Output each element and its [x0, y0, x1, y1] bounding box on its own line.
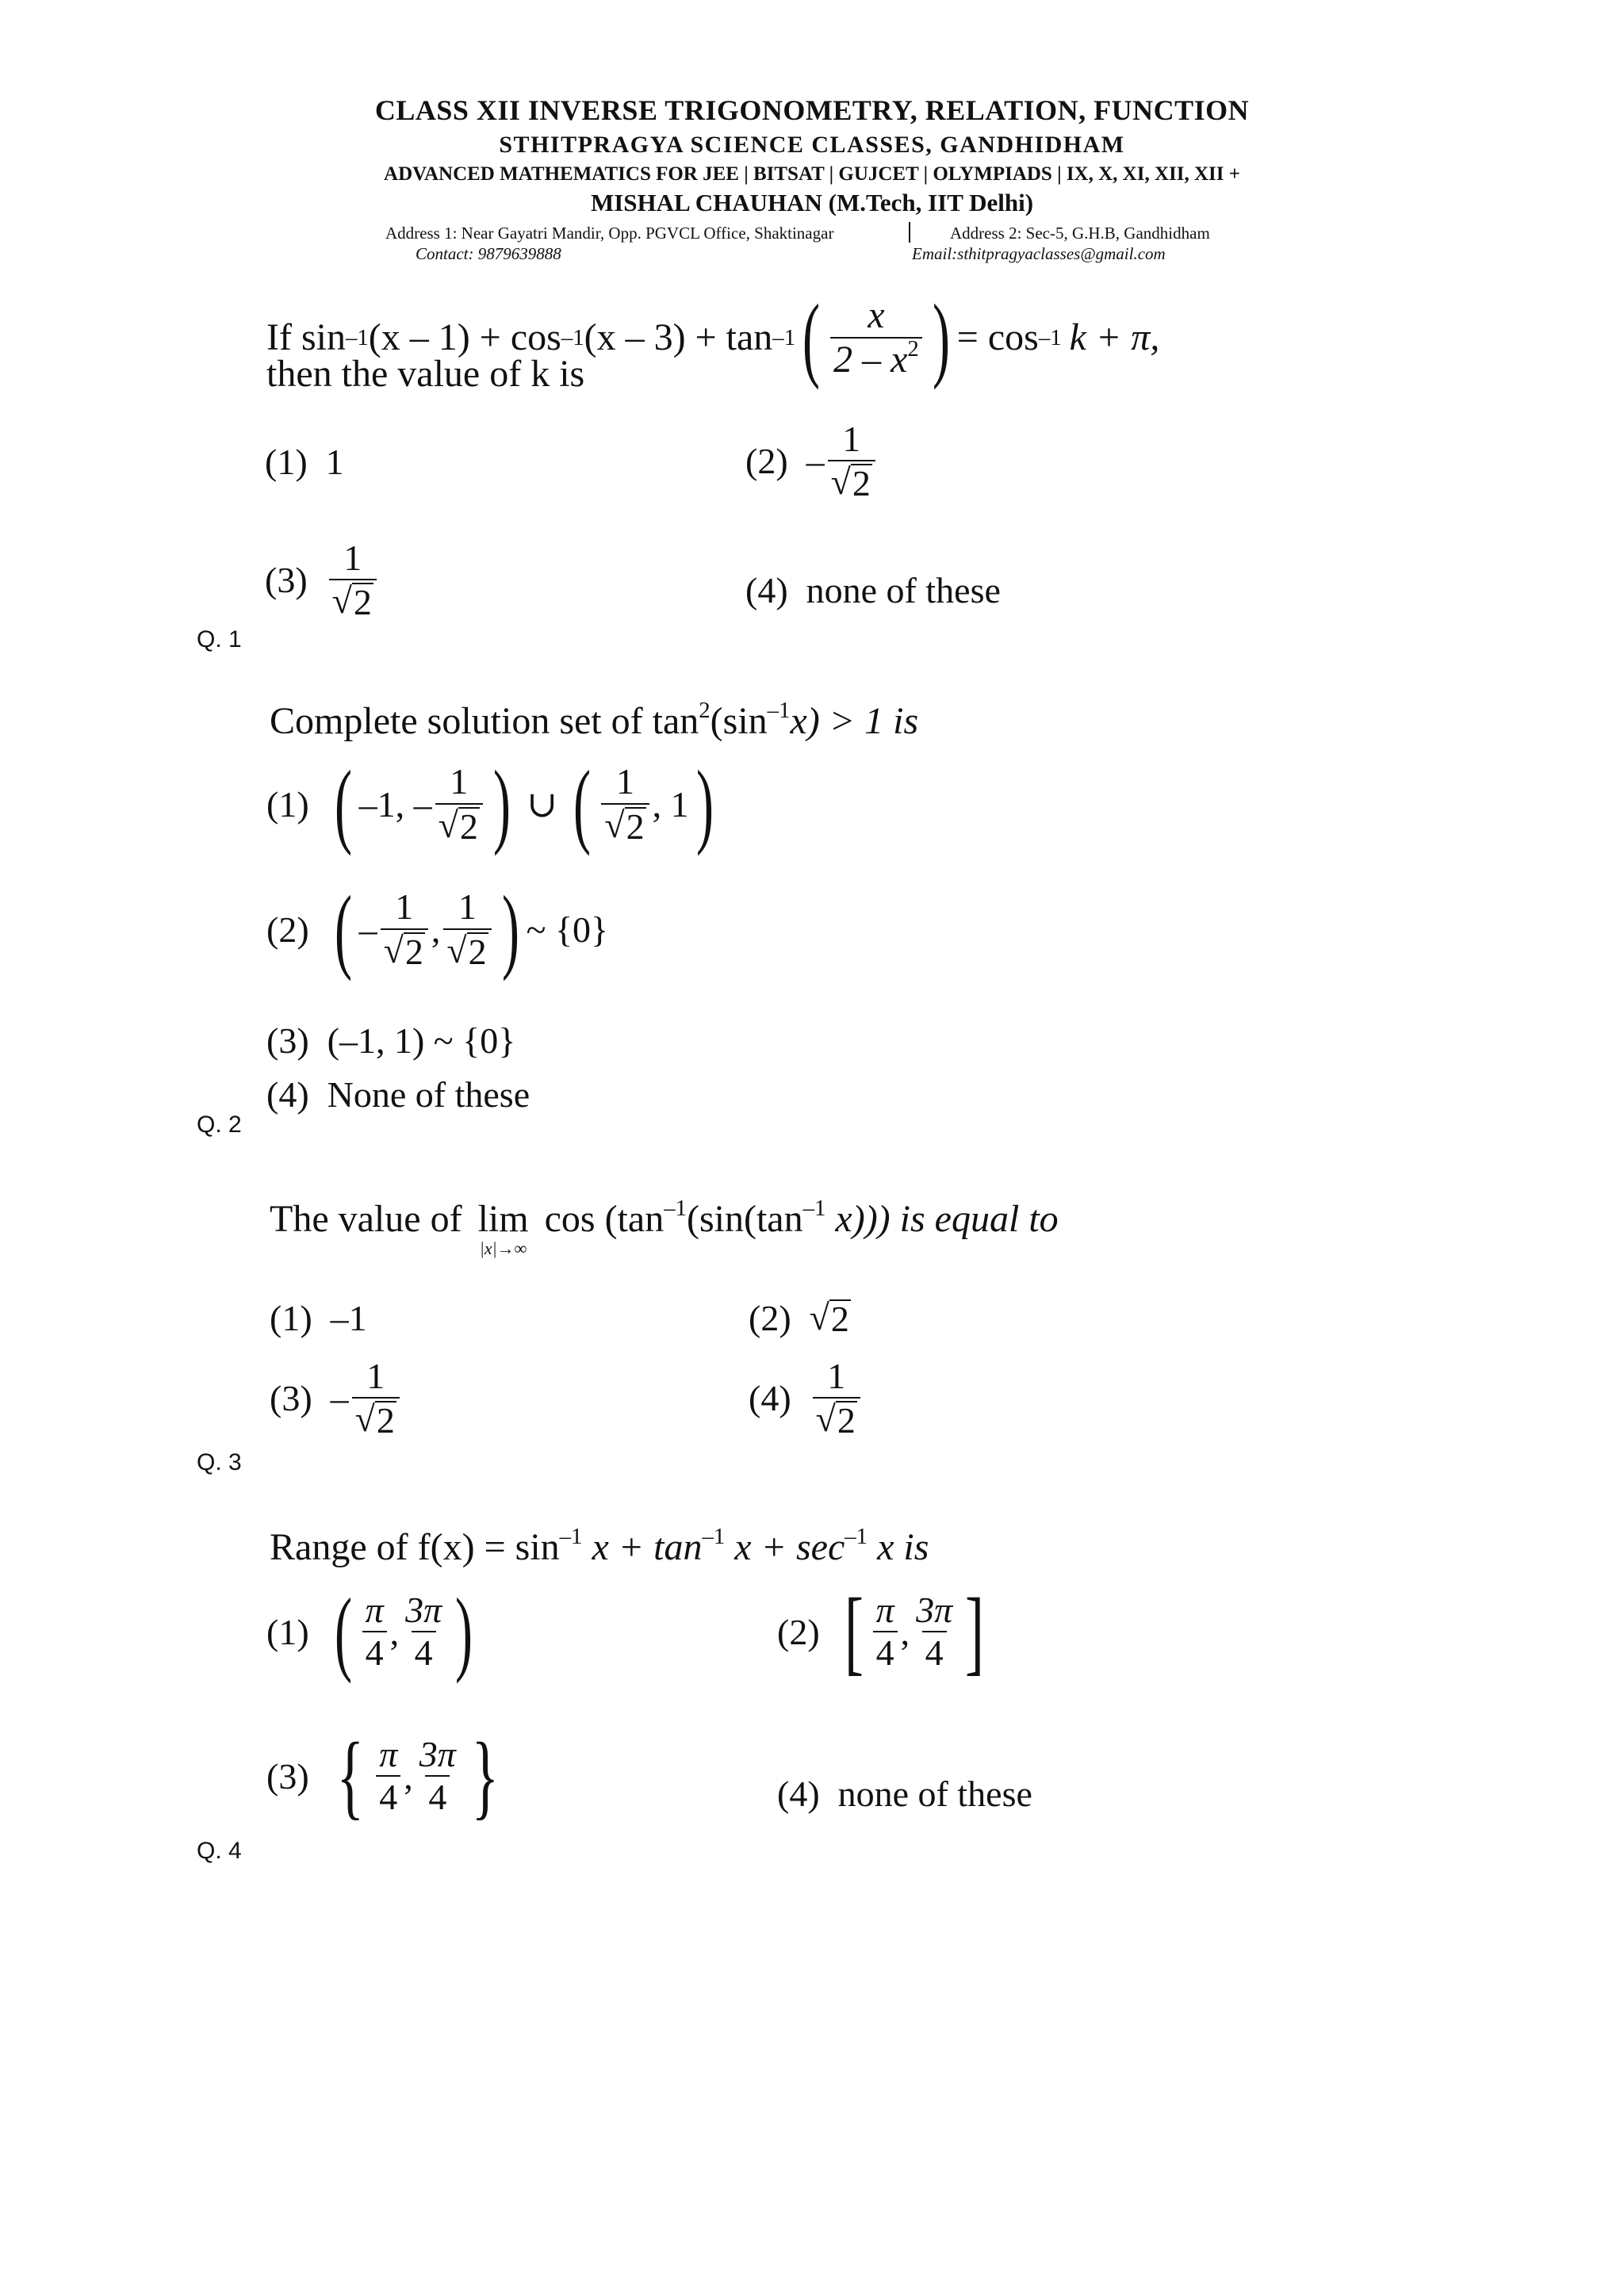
- q1-option-1: (1) 1: [265, 442, 344, 482]
- q2-label: Q. 2: [197, 1112, 242, 1138]
- q3-label: Q. 3: [197, 1449, 242, 1475]
- q3-option-4: (4) 1 √ 2: [749, 1357, 864, 1439]
- q1-stem-line2: then the value of k is: [266, 353, 585, 395]
- q3-option-3: (3) – 1 √ 2: [270, 1357, 403, 1439]
- document-title: CLASS XII INVERSE TRIGONOMETRY, RELATION, FUNCTION: [374, 94, 1250, 126]
- courses-line: ADVANCED MATHEMATICS FOR JEE | BITSAT | GUJCET | OLYMPIADS | IX, X, XI, XII, XII +: [384, 163, 1240, 185]
- q1-rparen: ): [932, 285, 950, 390]
- address-2: Address 2: Sec-5, G.H.B, Gandhidham: [950, 224, 1210, 243]
- q4-option-3: (3) { $\frac{\pi}{4}$ , $\frac{3\pi}{4}$ }: [266, 1723, 499, 1828]
- q1-stem-line1: If sin –1 (x – 1) + cos –1 (x – 3) + tan –1 ( $\frac{x}{2 - x^2}$ ) = cos –1 k + π,: [266, 285, 1160, 390]
- q2-option-4: (4) None of these: [266, 1074, 530, 1115]
- institute-name: STHITPRAGYA SCIENCE CLASSES, GANDHIDHAM: [499, 132, 1125, 158]
- q4-label: Q. 4: [197, 1838, 242, 1864]
- q1-label: Q. 1: [197, 626, 242, 652]
- q1-option-2: (2) – 1 √ 2: [745, 420, 879, 502]
- q1-lparen: (: [802, 285, 821, 390]
- q1-option-4: (4) none of these: [745, 570, 1001, 610]
- email: Email:sthitpragyaclasses@gmail.com: [912, 244, 1166, 263]
- q4-option-2: (2) [ $\frac{\pi}{4}$ , $\frac{3\pi}{4}$ ]: [777, 1578, 985, 1684]
- contact: Contact: 9879639888: [416, 244, 561, 263]
- q2-stem: Complete solution set of $\tan^2(\sin^{-1}x) > 1$ is: [270, 697, 919, 742]
- address-divider: [909, 222, 910, 243]
- q1-option-3: (3) 1 √ 2: [265, 539, 380, 621]
- address-1: Address 1: Near Gayatri Mandir, Opp. PGVCL Office, Shaktinagar: [385, 224, 834, 243]
- q4-option-4: (4) none of these: [777, 1774, 1032, 1814]
- q3-option-1: (1) –1: [270, 1298, 367, 1338]
- q4-option-1: (1) ( $\frac{\pi}{4}$ , $\frac{3\pi}{4}$ ): [266, 1578, 473, 1684]
- q1-fraction: $\frac{x}{2 - x^2}$: [830, 296, 922, 381]
- q2-option-1: (1) ( –1, – 1 √ 2 ) ∪ ( 1 √ 2 , 1 ): [266, 751, 714, 856]
- teacher-name: MISHAL CHAUHAN (M.Tech, IIT Delhi): [590, 189, 1034, 216]
- q4-stem: Range of $f(x) = \sin^{-1} x + \tan^{-1} x + \sec^{-1} x$ is: [270, 1523, 929, 1568]
- q3-stem: The value of lim |x|→∞ $\cos (\tan^{-1}(\sin(\tan^{-1}$ x))) is equal to: [270, 1195, 1059, 1258]
- q2-option-2: (2) ( – 1 √ 2 , 1 √ 2 ) ~ {0}: [266, 876, 609, 982]
- q3-option-2: (2) √ 2: [749, 1296, 849, 1339]
- q2-option-3: (3) (–1, 1) ~ {0}: [266, 1020, 516, 1061]
